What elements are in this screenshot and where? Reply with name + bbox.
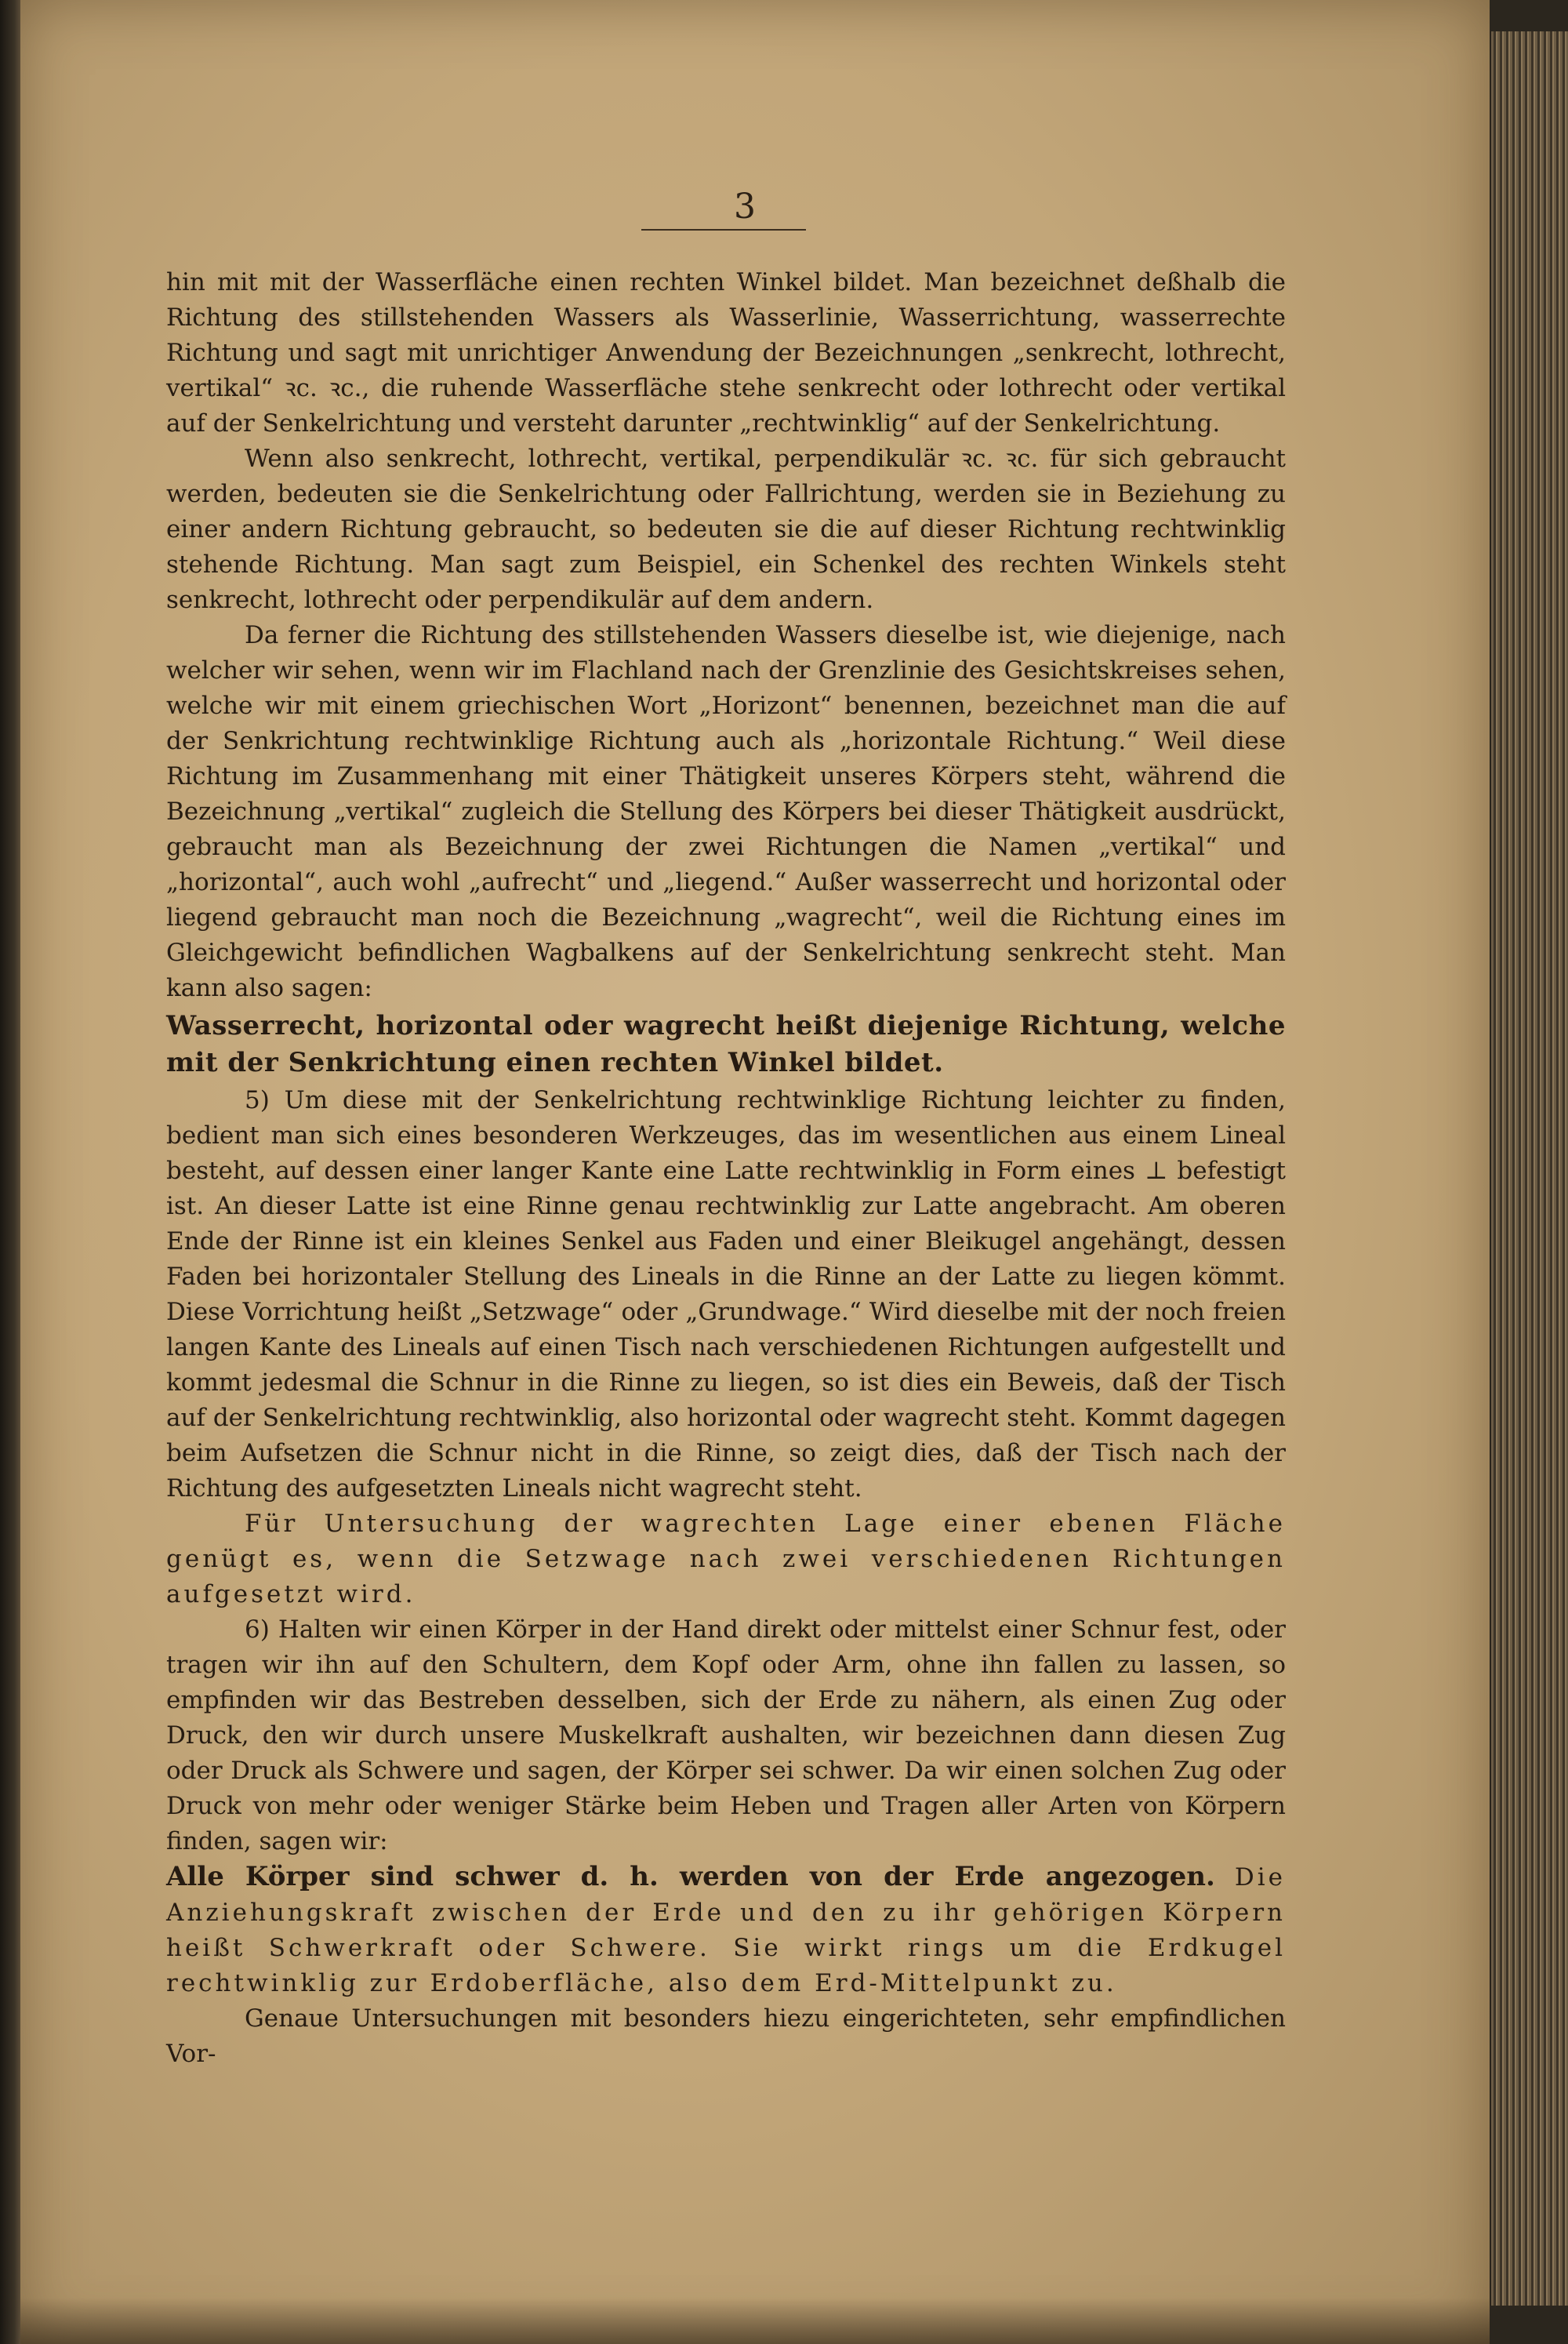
book-spine	[0, 0, 20, 2344]
header-rule	[641, 229, 806, 231]
page-number: 3	[734, 187, 756, 227]
paragraph: Wenn also senkrecht, lothrecht, vertikal, perpendikulär ꝛc. ꝛc. für sich gebraucht werden, bedeuten sie die Senkelrichtung oder Fallrichtung, werden sie in Beziehung zu einer andern Richtung gebraucht, so bedeuten sie die auf dieser Richtung rechtwinklig stehende Richtung. Man sagt zum Beispiel, ein Schenkel des rechten Winkels steht senkrecht, lothrecht oder perpendikulär auf dem andern.	[166, 445, 1286, 614]
bottom-shadow	[20, 2298, 1490, 2344]
paragraph: Da ferner die Richtung des stillstehenden Wassers dieselbe ist, wie diejenige, nach welcher wir sehen, wenn wir im Flachland nach der Grenzlinie des Gesichtskreises sehen, welche wir mit einem griechischen Wort „Horizont“ benennen, bezeichnet man die auf der Senkrichtung rechtwinklige Richtung auch als „horizontale Richtung.“ Weil diese Richtung im Zusammenhang mit einer Thätigkeit unseres Körpers steht, während die Bezeichnung „vertikal“ zugleich die Stellung des Körpers bei dieser Thätigkeit ausdrückt, gebraucht man als Bezeichnung der zwei Richtungen die Namen „vertikal“ und „horizontal“, auch wohl „aufrecht“ und „liegend.“ Außer wasserrecht und horizontal oder liegend gebraucht man noch die Bezeichnung „wagrecht“, weil die Richtung eines im Gleichgewicht befindlichen Wagbalkens auf der Senkelrichtung senkrecht steht. Man kann also sagen:	[166, 621, 1286, 1002]
paragraph-section-5: 5) Um diese mit der Senkelrichtung rechtwinklige Richtung leichter zu finden, bedient man sich eines besonderen Werkzeuges, das im wesentlichen aus einem Lineal besteht, auf dessen einer langer Kante eine Latte rechtwinklig in Form eines ⊥ befestigt ist. An dieser Latte ist eine Rinne genau rechtwinklig zur Latte angebracht. Am oberen Ende der Rinne ist ein kleines Senkel aus Faden und einer Bleikugel angehängt, dessen Faden bei horizontaler Stellung des Lineals in die Rinne an der Latte zu liegen kömmt. Diese Vorrichtung heißt „Setzwage“ oder „Grundwage.“ Wird dieselbe mit der noch freien langen Kante des Lineals auf einen Tisch nach verschiedenen Richtungen aufgestellt und kommt jedesmal die Schnur in die Rinne zu liegen, so ist dies ein Beweis, daß der Tisch auf der Senkelrichtung rechtwinklig, also horizontal oder wagrecht steht. Kommt dagegen beim Aufsetzen die Schnur nicht in die Rinne, so zeigt dies, daß der Tisch nach der Richtung des aufgesetzten Lineals nicht wagrecht steht.	[166, 1086, 1286, 1503]
body-text	[166, 265, 1286, 2072]
bold-rule-statement: Alle Körper sind schwer d. h. werden von der Erde angezogen.	[166, 1861, 1215, 1892]
paragraph-gravity	[166, 1859, 1286, 2001]
paragraph-spaced: Für Untersuchung der wagrechten Lage einer ebenen Fläche genügt es, wenn die Setzwage nach zwei verschiedenen Richtungen aufgesetzt wird.	[166, 1510, 1286, 1608]
spaced-text: Die Anziehungskraft zwischen der Erde und den zu ihr gehörigen Körpern heißt Schwerkraft oder Schwere. Sie wirkt rings um die Erdkugel rechtwinklig zur Erdoberfläche, also dem Erd-Mittelpunkt zu.	[166, 1863, 1286, 1997]
paragraph-section-6: 6) Halten wir einen Körper in der Hand direkt oder mittelst einer Schnur fest, oder tragen wir ihn auf den Schultern, dem Kopf oder Arm, ohne ihn fallen zu lassen, so empfinden wir das Bestreben desselben, sich der Erde zu nähern, als einen Zug oder Druck, den wir durch unsere Muskelkraft aushalten, wir bezeichnen dann diesen Zug oder Druck als Schwere und sagen, der Körper sei schwer. Da wir einen solchen Zug oder Druck von mehr oder weniger Stärke beim Heben und Tragen aller Arten von Körpern finden, sagen wir:	[166, 1615, 1286, 1855]
paragraph: hin mit mit der Wasserfläche einen rechten Winkel bildet. Man bezeichnet deßhalb die Richtung des stillstehenden Wassers als Wasserlinie, Wasserrichtung, wasserrechte Richtung und sagt mit unrichtiger Anwendung der Bezeichnungen „senkrecht, lothrecht, vertikal“ ꝛc. ꝛc., die ruhende Wasserfläche stehe senkrecht oder lothrecht oder vertikal auf der Senkelrichtung und versteht darunter „rechtwinklig“ auf der Senkelrichtung.	[166, 268, 1286, 438]
page-edges	[1490, 31, 1568, 2306]
bold-rule-statement: Wasserrecht, horizontal oder wagrecht heißt diejenige Richtung, welche mit der Senkrichtung einen rechten Winkel bildet.	[166, 1010, 1286, 1078]
paragraph: Genaue Untersuchungen mit besonders hiezu eingerichteten, sehr empfindlichen Vor-	[166, 2004, 1286, 2068]
